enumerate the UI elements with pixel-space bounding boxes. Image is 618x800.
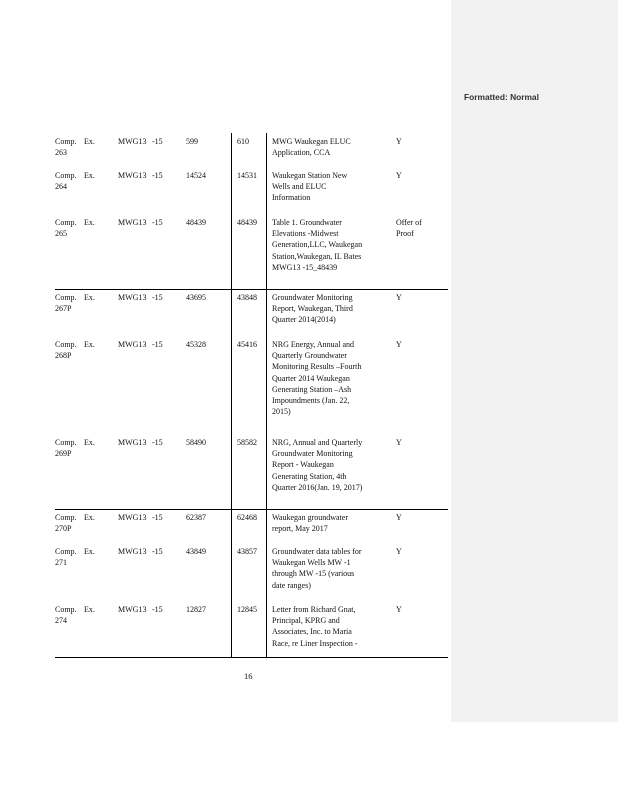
bates-suffix: -15 [152,438,163,447]
exhibit-description [272,339,378,417]
bates-start: 58490 [186,438,206,447]
exhibit-description [272,292,378,326]
exhibit-description [272,512,378,534]
exhibit-description [272,604,378,649]
exhibit-label [55,136,77,158]
admitted-flag [396,546,428,557]
bates-suffix: -15 [152,137,163,146]
bates-suffix: -15 [152,547,163,556]
exhibit-description-line: 2015) [272,407,291,417]
bates-prefix: MWG13 [118,340,147,349]
admitted-flag [396,136,428,147]
exhibit-ex: Ex. [84,293,95,302]
exhibit-description-line: Waukegan groundwater [272,513,348,522]
exhibit-description-line: MWG13 -15_48439 [272,262,338,272]
bates-start: 14524 [186,171,206,180]
bates-end: 62468 [237,513,257,522]
exhibit-label-line: Comp. [55,171,77,180]
exhibit-description-line: MWG Waukegan ELUC [272,137,351,146]
exhibit-description-line: NRG Energy, Annual and [272,340,354,349]
exhibit-ex: Ex. [84,605,95,614]
exhibit-description-line: Groundwater Monitoring [272,449,353,459]
bates-start: 43849 [186,547,206,556]
bates-suffix: -15 [152,218,163,227]
column-divider [266,133,267,657]
exhibit-description-line: Impoundments (Jan. 22, [272,396,350,406]
bates-prefix: MWG13 [118,513,147,522]
exhibit-label-line: Comp. [55,218,77,227]
bates-end: 45416 [237,340,257,349]
comment-pane [451,0,618,722]
exhibit-description [272,170,378,204]
exhibit-label [55,217,77,239]
exhibit-description-line: Quarterly Groundwater [272,351,347,361]
exhibit-description-line: Letter from Richard Gnat, [272,605,356,614]
exhibit-label-line: Comp. [55,513,77,522]
bates-suffix: -15 [152,513,163,522]
bates-end: 58582 [237,438,257,447]
exhibit-label [55,512,77,534]
bates-start: 48439 [186,218,206,227]
admitted-flag-line: Y [396,137,402,146]
admitted-flag-line: Y [396,547,402,556]
bates-prefix: MWG13 [118,171,147,180]
bates-suffix: -15 [152,293,163,302]
exhibit-description-line: date ranges) [272,580,311,590]
bates-prefix: MWG13 [118,605,147,614]
bates-start: 12827 [186,605,206,614]
bates-end: 14531 [237,171,257,180]
exhibit-label [55,292,77,314]
exhibit-description-line: Report, Waukegan, Third [272,304,353,314]
bates-end: 48439 [237,218,257,227]
exhibit-label [55,170,77,192]
exhibit-label-line: Comp. [55,438,77,447]
admitted-flag-line: Y [396,438,402,447]
exhibit-ex: Ex. [84,547,95,556]
admitted-flag-line: Offer of [396,218,422,227]
admitted-flag-line: Proof [396,229,414,239]
bates-suffix: -15 [152,340,163,349]
admitted-flag-line: Y [396,605,402,614]
exhibit-label [55,546,77,568]
exhibit-ex: Ex. [84,340,95,349]
exhibit-description-line: Quarter 2016(Jan. 19, 2017) [272,482,363,492]
column-divider [231,133,232,657]
exhibit-description-line: Elevations -Midwest [272,229,339,239]
exhibit-label [55,604,77,626]
exhibit-label-line: Comp. [55,340,77,349]
exhibit-description-line: Report - Waukegan [272,460,334,470]
exhibit-description-line: Monitoring Results –Fourth [272,362,362,372]
exhibit-label-line: 265 [55,229,67,239]
exhibit-ex: Ex. [84,218,95,227]
bates-prefix: MWG13 [118,547,147,556]
exhibit-label-line: 264 [55,182,67,192]
admitted-flag [396,339,428,350]
exhibit-description-line: Groundwater data tables for [272,547,362,556]
admitted-flag [396,217,428,239]
bates-end: 43857 [237,547,257,556]
page-number: 16 [244,671,253,681]
bates-start: 62387 [186,513,206,522]
exhibit-description-line: NRG, Annual and Quarterly [272,438,363,447]
admitted-flag [396,437,428,448]
exhibit-label-line: 267P [55,304,72,314]
exhibit-label [55,437,77,459]
exhibit-label-line: Comp. [55,605,77,614]
table-bottom-border [55,657,448,658]
exhibit-description-line: Application, CCA [272,148,331,158]
exhibit-ex: Ex. [84,513,95,522]
exhibit-description-line: through MW -15 (various [272,569,355,579]
admitted-flag-line: Y [396,171,402,180]
admitted-flag-line: Y [396,513,402,522]
exhibit-description [272,437,378,493]
bates-start: 43695 [186,293,206,302]
exhibit-label-line: 270P [55,524,72,534]
admitted-flag-line: Y [396,293,402,302]
exhibit-description-line: Station,Waukegan, IL Bates [272,251,362,261]
exhibit-label-line: 268P [55,351,72,361]
exhibit-description-line: report, May 2017 [272,524,328,534]
bates-prefix: MWG13 [118,293,147,302]
admitted-flag-line: Y [396,340,402,349]
exhibit-description-line: Wells and ELUC [272,182,327,192]
exhibit-description-line: Information [272,193,311,203]
exhibit-label-line: 269P [55,449,72,459]
bates-start: 45328 [186,340,206,349]
exhibit-description-line: Waukegan Station New [272,171,348,180]
exhibit-description-line: Groundwater Monitoring [272,293,353,302]
exhibit-description-line: Principal, KPRG and [272,616,340,626]
bates-prefix: MWG13 [118,218,147,227]
bates-end: 43848 [237,293,257,302]
admitted-flag [396,512,428,523]
exhibit-description-line: Waukegan Wells MW -1 [272,558,351,568]
bates-start: 599 [186,137,198,146]
exhibit-description-line: Race, re Liner Inspection - [272,638,358,648]
exhibit-description [272,217,378,273]
admitted-flag [396,292,428,303]
exhibit-description-line: Table 1. Groundwater [272,218,342,227]
exhibit-description-line: Quarter 2014(2014) [272,315,336,325]
row-separator [55,289,448,290]
exhibit-label [55,339,77,361]
exhibit-label-line: Comp. [55,293,77,302]
admitted-flag [396,170,428,181]
bates-suffix: -15 [152,605,163,614]
exhibit-description-line: Generating Station, 4th [272,471,347,481]
bates-prefix: MWG13 [118,438,147,447]
exhibit-description [272,136,378,158]
bates-end: 12845 [237,605,257,614]
admitted-flag [396,604,428,615]
exhibit-label-line: 274 [55,616,67,626]
exhibit-ex: Ex. [84,137,95,146]
exhibit-description [272,546,378,591]
comment-pane-heading: Formatted: Normal [464,92,539,102]
exhibit-label-line: Comp. [55,547,77,556]
exhibit-description-line: Associates, Inc. to Maria [272,627,352,637]
exhibit-ex: Ex. [84,171,95,180]
bates-end: 610 [237,137,249,146]
exhibit-description-line: Generation,LLC, Waukegan [272,240,363,250]
exhibit-description-line: Quarter 2014 Waukegan [272,373,350,383]
bates-prefix: MWG13 [118,137,147,146]
exhibit-label-line: 271 [55,558,67,568]
exhibit-ex: Ex. [84,438,95,447]
exhibit-description-line: Generating Station –Ash [272,384,352,394]
bates-suffix: -15 [152,171,163,180]
exhibit-label-line: 263 [55,148,67,158]
exhibit-label-line: Comp. [55,137,77,146]
row-separator [55,509,448,510]
